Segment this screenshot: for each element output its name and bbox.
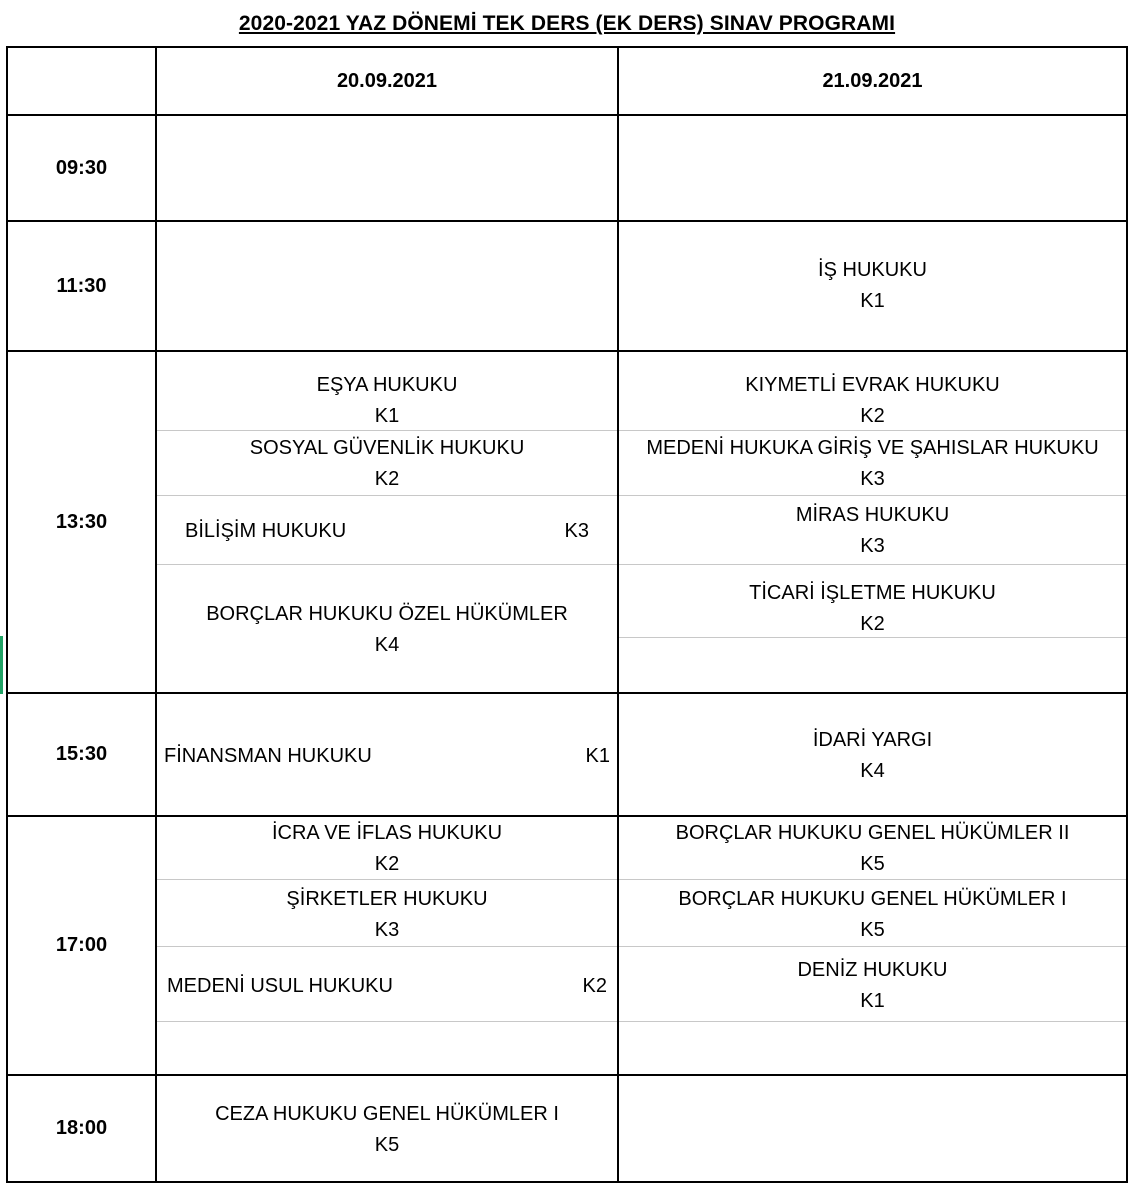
course-name: SOSYAL GÜVENLİK HUKUKU <box>249 437 525 459</box>
page-title: 2020-2021 YAZ DÖNEMİ TEK DERS (EK DERS) SINAV PROGRAMI <box>238 12 896 35</box>
course-name: İDARİ YARGI <box>812 729 933 751</box>
room-code: K5 <box>374 1134 400 1156</box>
exam-cell <box>157 1098 617 1162</box>
exam-cell <box>167 970 607 1002</box>
cell-separator <box>619 564 1126 565</box>
course-name: BORÇLAR HUKUKU GENEL HÜKÜMLER I <box>678 888 1067 910</box>
room-code: K1 <box>585 744 610 767</box>
room-code: K1 <box>374 405 400 427</box>
room-code: K1 <box>860 290 885 312</box>
room-code: K3 <box>860 468 885 490</box>
room-code: K3 <box>374 919 400 941</box>
exam-cell <box>619 954 1126 1018</box>
exam-cell <box>157 432 617 496</box>
course-name: İŞ HUKUKU <box>818 259 927 281</box>
course-name: CEZA HUKUKU GENEL HÜKÜMLER I <box>215 1103 559 1125</box>
room-code: K2 <box>860 613 885 635</box>
room-code: K2 <box>374 468 400 490</box>
room-code: K2 <box>374 853 400 875</box>
course-name: EŞYA HUKUKU <box>316 374 458 396</box>
room-code: K2 <box>582 974 607 997</box>
room-code: K4 <box>374 634 400 656</box>
exam-cell <box>619 432 1126 496</box>
room-code: K3 <box>564 519 589 542</box>
exam-cell <box>157 883 617 947</box>
exam-cell <box>619 817 1126 881</box>
room-code: K2 <box>860 405 885 427</box>
grid-line <box>1126 46 1128 1183</box>
grid-line <box>6 1074 1128 1076</box>
course-name: BORÇLAR HUKUKU ÖZEL HÜKÜMLER <box>206 603 568 625</box>
exam-cell <box>619 499 1126 563</box>
exam-cell <box>157 369 617 433</box>
exam-cell <box>619 577 1126 641</box>
course-name: ŞİRKETLER HUKUKU <box>286 888 488 910</box>
course-name: TİCARİ İŞLETME HUKUKU <box>749 582 996 604</box>
exam-cell <box>619 254 1126 318</box>
course-name: MİRAS HUKUKU <box>795 504 950 526</box>
room-code: K4 <box>860 760 885 782</box>
room-code: K1 <box>860 990 885 1012</box>
room-code: K5 <box>860 853 885 875</box>
time-slot-1700: 17:00 <box>55 934 108 956</box>
date-header-2: 21.09.2021 <box>822 69 923 92</box>
time-slot-1800: 18:00 <box>55 1117 108 1139</box>
exam-cell <box>619 883 1126 947</box>
row-selection-marker <box>0 636 3 694</box>
course-name: MEDENİ USUL HUKUKU <box>167 974 393 997</box>
grid-line <box>6 350 1128 352</box>
course-name: İCRA VE İFLAS HUKUKU <box>271 822 503 844</box>
cell-separator <box>157 1021 617 1022</box>
date-header-1: 20.09.2021 <box>336 69 438 92</box>
grid-line <box>6 692 1128 694</box>
exam-cell <box>619 369 1126 433</box>
exam-cell <box>157 598 617 662</box>
time-slot-1130: 11:30 <box>56 274 107 297</box>
room-code: K5 <box>860 919 885 941</box>
course-name: MEDENİ HUKUKA GİRİŞ VE ŞAHISLAR HUKUKU <box>646 437 1099 459</box>
exam-cell <box>164 740 610 772</box>
grid-line <box>6 114 1128 116</box>
exam-cell <box>157 817 617 881</box>
grid-line <box>6 220 1128 222</box>
course-name: KIYMETLİ EVRAK HUKUKU <box>745 374 1000 396</box>
course-name: FİNANSMAN HUKUKU <box>164 744 372 767</box>
time-slot-0930: 09:30 <box>55 156 108 179</box>
time-slot-1530: 15:30 <box>55 743 108 765</box>
time-slot-1330: 13:30 <box>55 510 108 533</box>
cell-separator <box>157 564 617 565</box>
course-name: BORÇLAR HUKUKU GENEL HÜKÜMLER II <box>675 822 1070 844</box>
room-code: K3 <box>860 535 885 557</box>
exam-cell <box>619 724 1126 788</box>
exam-cell <box>185 515 589 547</box>
course-name: BİLİŞİM HUKUKU <box>185 519 347 542</box>
course-name: DENİZ HUKUKU <box>797 959 948 981</box>
grid-line <box>6 1181 1128 1183</box>
cell-separator <box>619 1021 1126 1022</box>
